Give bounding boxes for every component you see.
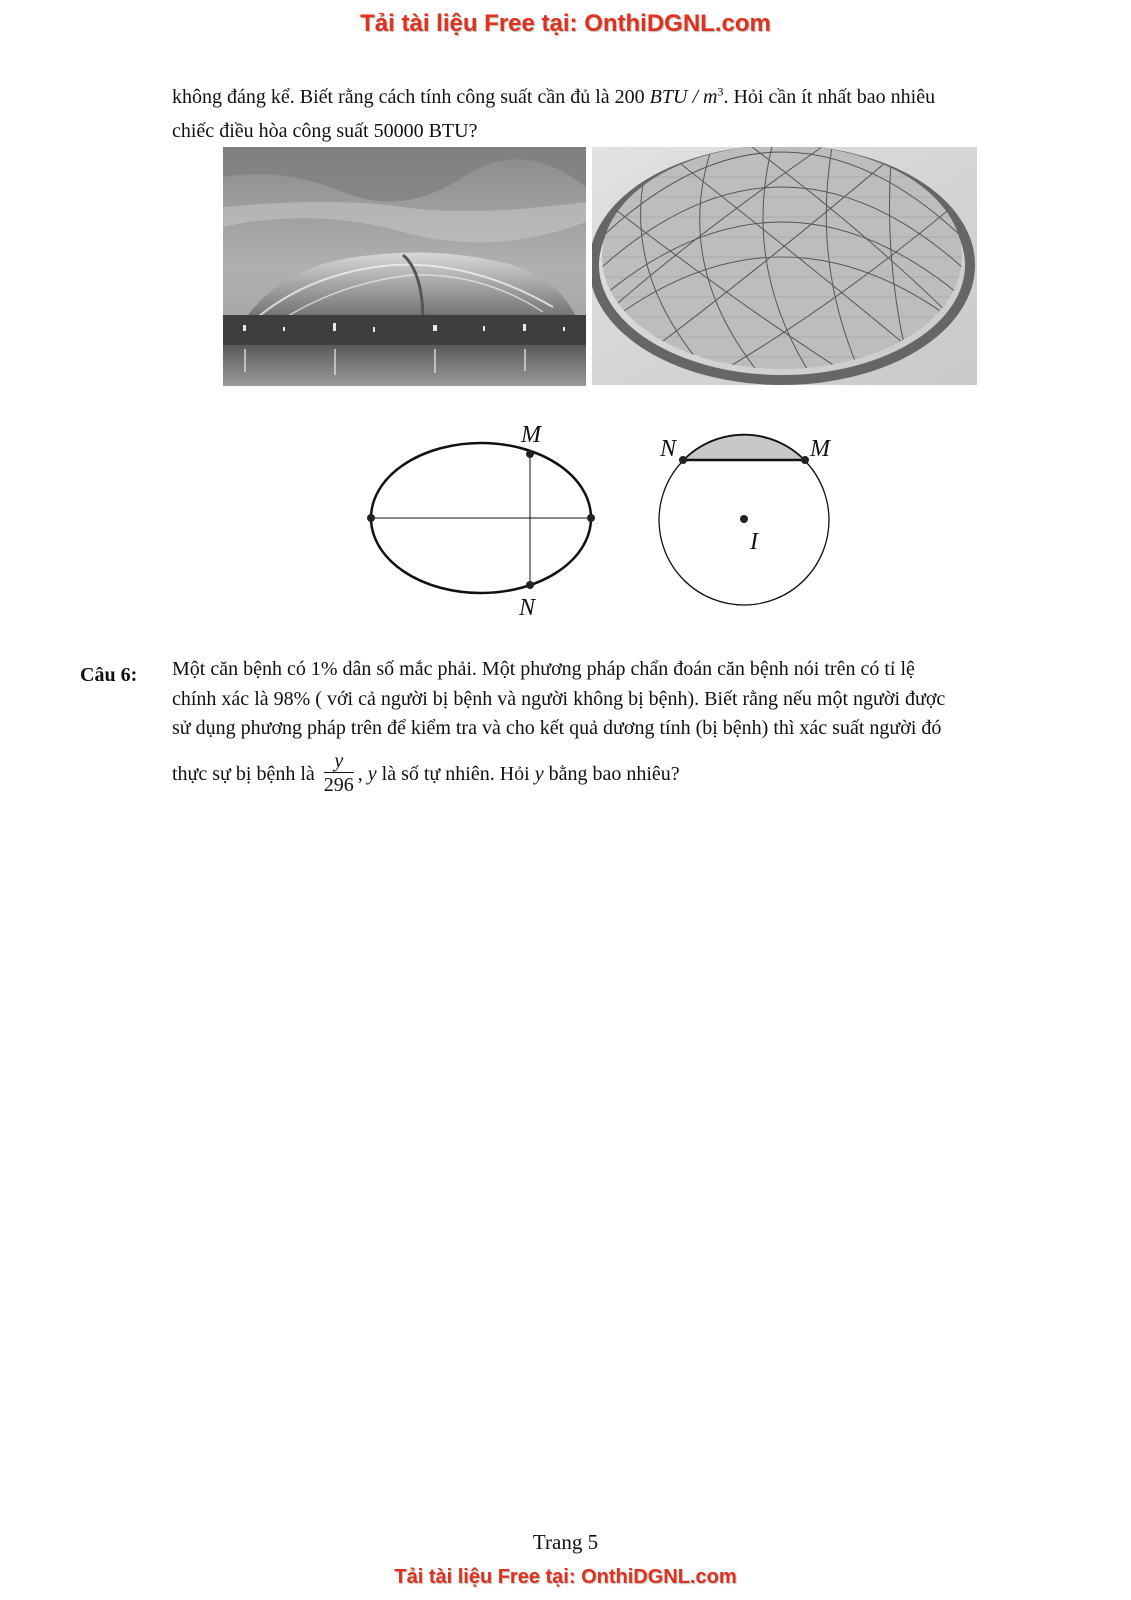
variable-y-1: y [367, 763, 377, 786]
footer-banner-link[interactable]: Tải tài liệu Free tại: OnthiDGNL.com [394, 1566, 737, 1588]
fraction-numerator: y [324, 750, 354, 773]
header-banner-link[interactable]: Tải tài liệu Free tại: OnthiDGNL.com [360, 10, 771, 37]
question-6-text-a: thực sự bị bệnh là [172, 763, 315, 786]
ellipse-left-vertex [367, 514, 375, 522]
circle-point-m [801, 456, 809, 464]
page-number: Trang 5 [532, 1530, 599, 1554]
intro-text-b: . Hỏi cần ít nhất bao nhiêu [723, 86, 936, 108]
question-6-label: Câu 6: [80, 664, 138, 686]
circle-label-i: I [750, 529, 758, 555]
probability-fraction [324, 750, 354, 797]
question-6-text-d: bằng bao nhiêu? [543, 763, 680, 786]
fraction-denominator: 296 [323, 774, 354, 796]
circle-diagram [650, 428, 850, 613]
dome-structure-render [592, 147, 977, 385]
ellipse-point-n [526, 581, 534, 589]
rate-unit: BTU / m [649, 86, 718, 108]
ellipse-label-n: N [519, 595, 536, 621]
rate-exponent: 3 [717, 84, 724, 99]
question-6-text-c: là số tự nhiên. Hỏi [376, 763, 535, 786]
variable-y-2: y [534, 763, 544, 786]
question-6-text-b: , [357, 763, 368, 786]
question-6-line-1: Một căn bệnh có 1% dân số mắc phải. Một phương pháp chẩn đoán căn bệnh nói trên có tỉ lệ [172, 658, 915, 680]
intro-line-2: chiếc điều hòa công suất 50000 BTU? [172, 120, 478, 142]
ellipse-diagram [355, 420, 615, 625]
circle-label-m: M [810, 436, 830, 462]
circle-label-n: N [660, 436, 677, 462]
stadium-photo [223, 147, 586, 386]
ellipse-label-m: M [521, 422, 541, 448]
question-6-line-2: chính xác là 98% ( với cả người bị bệnh và người không bị bệnh). Biết rằng nếu một người được [172, 688, 946, 710]
circle-center-i [740, 515, 748, 523]
question-6-line-4 [172, 752, 680, 799]
circle-point-n [679, 456, 687, 464]
ellipse-right-vertex [587, 514, 595, 522]
intro-line-1 [172, 82, 1032, 112]
question-6-line-3: sử dụng phương pháp trên để kiểm tra và cho kết quả dương tính (bị bệnh) thì xác suất người đó [172, 717, 942, 739]
rate-number: 200 [614, 86, 645, 108]
ellipse-point-m [526, 450, 534, 458]
intro-text-a: không đáng kể. Biết rằng cách tính công suất cần đủ là [172, 86, 615, 108]
